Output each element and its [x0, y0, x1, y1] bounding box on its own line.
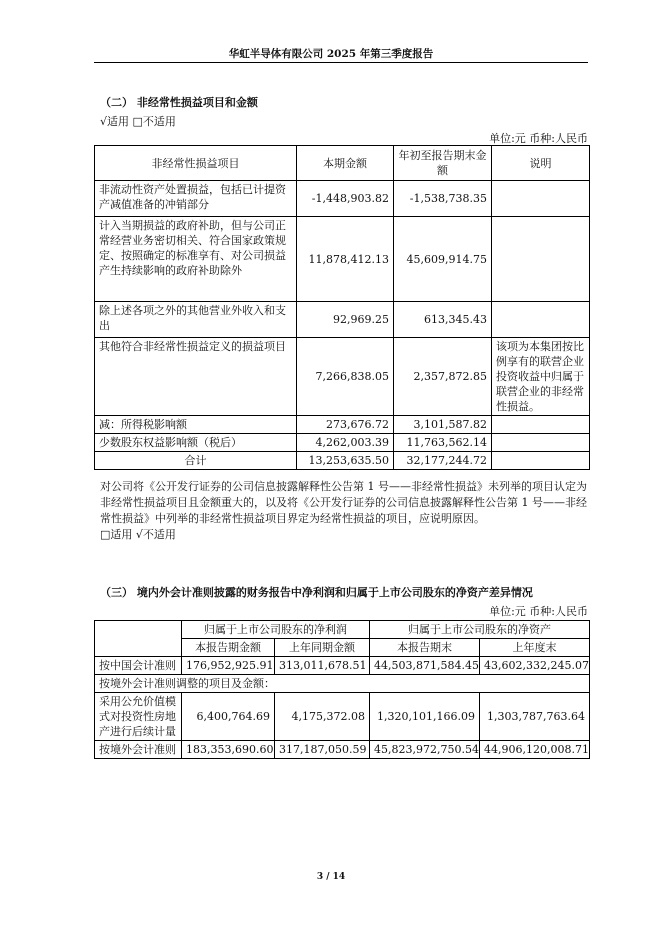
col-header-ytd: 年初至报告期末金额 [394, 146, 492, 181]
table-row [95, 434, 590, 452]
sub-header: 本报告期末 [370, 639, 480, 657]
non-recurring-items-table [94, 145, 590, 470]
total-note [492, 452, 590, 470]
note-cell: 该项为本集团按比例享有的联营企业投资收益中归属于联营企业的非经常性损益。 [492, 338, 590, 416]
section2-unit: 单位:元 币种:人民币 [489, 132, 588, 145]
row-label: 按境外会计准则 [95, 741, 182, 759]
value-cell: 43,602,332,245.07 [480, 657, 590, 675]
total-row [95, 452, 590, 470]
section2-title: （二） 非经常性损益项目和金额 [100, 96, 258, 109]
note-cell [492, 434, 590, 452]
total-current: 13,253,635.50 [297, 452, 394, 470]
section3-title: （三） 境内外会计准则披露的财务报告中净利润和归属于上市公司股东的净资产差异情况 [100, 586, 533, 599]
col-header-item: 非经常性损益项目 [95, 146, 297, 181]
note-cell [492, 416, 590, 434]
section2-explanation-block [100, 479, 590, 543]
adjustment-row [95, 693, 590, 741]
section3-unit: 单位:元 币种:人民币 [489, 605, 588, 618]
item-cell: 减：所得税影响额 [95, 416, 297, 434]
value-cell: 1,303,787,763.64 [480, 693, 590, 741]
value-cell: 176,952,925.91 [182, 657, 275, 675]
adjustment-label: 按境外会计准则调整的项目及金额： [95, 675, 590, 693]
value-cell: 45,823,972,750.54 [370, 741, 480, 759]
table-row [95, 338, 590, 416]
page-number: 3 / 14 [316, 872, 346, 882]
table-row [95, 302, 590, 338]
report-header-title: 华虹半导体有限公司 2025 年第三季度报告 [228, 48, 434, 60]
total-ytd: 32,177,244.72 [394, 452, 492, 470]
item-cell: 非流动性资产处置损益，包括已计提资产减值准备的冲销部分 [95, 181, 297, 217]
item-cell: 计入当期损益的政府补助，但与公司正常经营业务密切相关、符合国家政策规定、按照确定的标准享有、对公司损益产生持续影响的政府补助除外 [95, 217, 297, 302]
sub-header: 上年度末 [480, 639, 590, 657]
current-amount-cell: 7,266,838.05 [297, 338, 394, 416]
row-label: 按中国会计准则 [95, 657, 182, 675]
ytd-amount-cell: 613,345.43 [394, 302, 492, 338]
corner-cell [95, 621, 182, 657]
value-cell: 44,906,120,008.71 [480, 741, 590, 759]
item-cell: 除上述各项之外的其他营业外收入和支出 [95, 302, 297, 338]
value-cell: 1,320,101,166.09 [370, 693, 480, 741]
current-amount-cell: -1,448,903.82 [297, 181, 394, 217]
table-row [95, 657, 590, 675]
ytd-amount-cell: 3,101,587.82 [394, 416, 492, 434]
note-cell [492, 217, 590, 302]
adjustment-header-row [95, 675, 590, 693]
value-cell: 6,400,764.69 [182, 693, 275, 741]
explanation-applicability: □适用 √不适用 [100, 528, 176, 541]
value-cell: 317,187,050.59 [275, 741, 370, 759]
section2-applicability: √适用 □不适用 [100, 115, 176, 128]
group-header-net-profit: 归属于上市公司股东的净利润 [182, 621, 370, 639]
value-cell: 183,353,690.60 [182, 741, 275, 759]
current-amount-cell: 92,969.25 [297, 302, 394, 338]
row-label: 采用公允价值模式对投资性房地产进行后续计量 [95, 693, 182, 741]
ytd-amount-cell: 45,609,914.75 [394, 217, 492, 302]
note-cell [492, 181, 590, 217]
note-cell [492, 302, 590, 338]
gaap-difference-table [94, 620, 590, 759]
header-divider [94, 62, 588, 63]
table-row [95, 741, 590, 759]
ytd-amount-cell: -1,538,738.35 [394, 181, 492, 217]
ytd-amount-cell: 11,763,562.14 [394, 434, 492, 452]
ytd-amount-cell: 2,357,872.85 [394, 338, 492, 416]
sub-header: 上年同期金额 [275, 639, 370, 657]
item-cell: 少数股东权益影响额（税后） [95, 434, 297, 452]
col-header-current: 本期金额 [297, 146, 394, 181]
sub-header: 本报告期金额 [182, 639, 275, 657]
table-row [95, 181, 590, 217]
col-header-note: 说明 [492, 146, 590, 181]
explanation-text: 对公司将《公开发行证券的公司信息披露解释性公告第 1 号——非经常性损益》未列举的项目认定为非经常性损益项目且金额重大的，以及将《公开发行证券的公司信息披露解释性公告第 1 号——非经常性损益》中列举的非经常性损益项目界定为经常性损益的项目，应说明原因。 [100, 480, 587, 525]
current-amount-cell: 11,878,412.13 [297, 217, 394, 302]
value-cell: 313,011,678.51 [275, 657, 370, 675]
value-cell: 4,175,372.08 [275, 693, 370, 741]
table-row [95, 217, 590, 302]
current-amount-cell: 273,676.72 [297, 416, 394, 434]
value-cell: 44,503,871,584.45 [370, 657, 480, 675]
total-label: 合计 [95, 452, 297, 470]
group-header-net-assets: 归属于上市公司股东的净资产 [370, 621, 590, 639]
current-amount-cell: 4,262,003.39 [297, 434, 394, 452]
table-row [95, 416, 590, 434]
item-cell: 其他符合非经常性损益定义的损益项目 [95, 338, 297, 416]
